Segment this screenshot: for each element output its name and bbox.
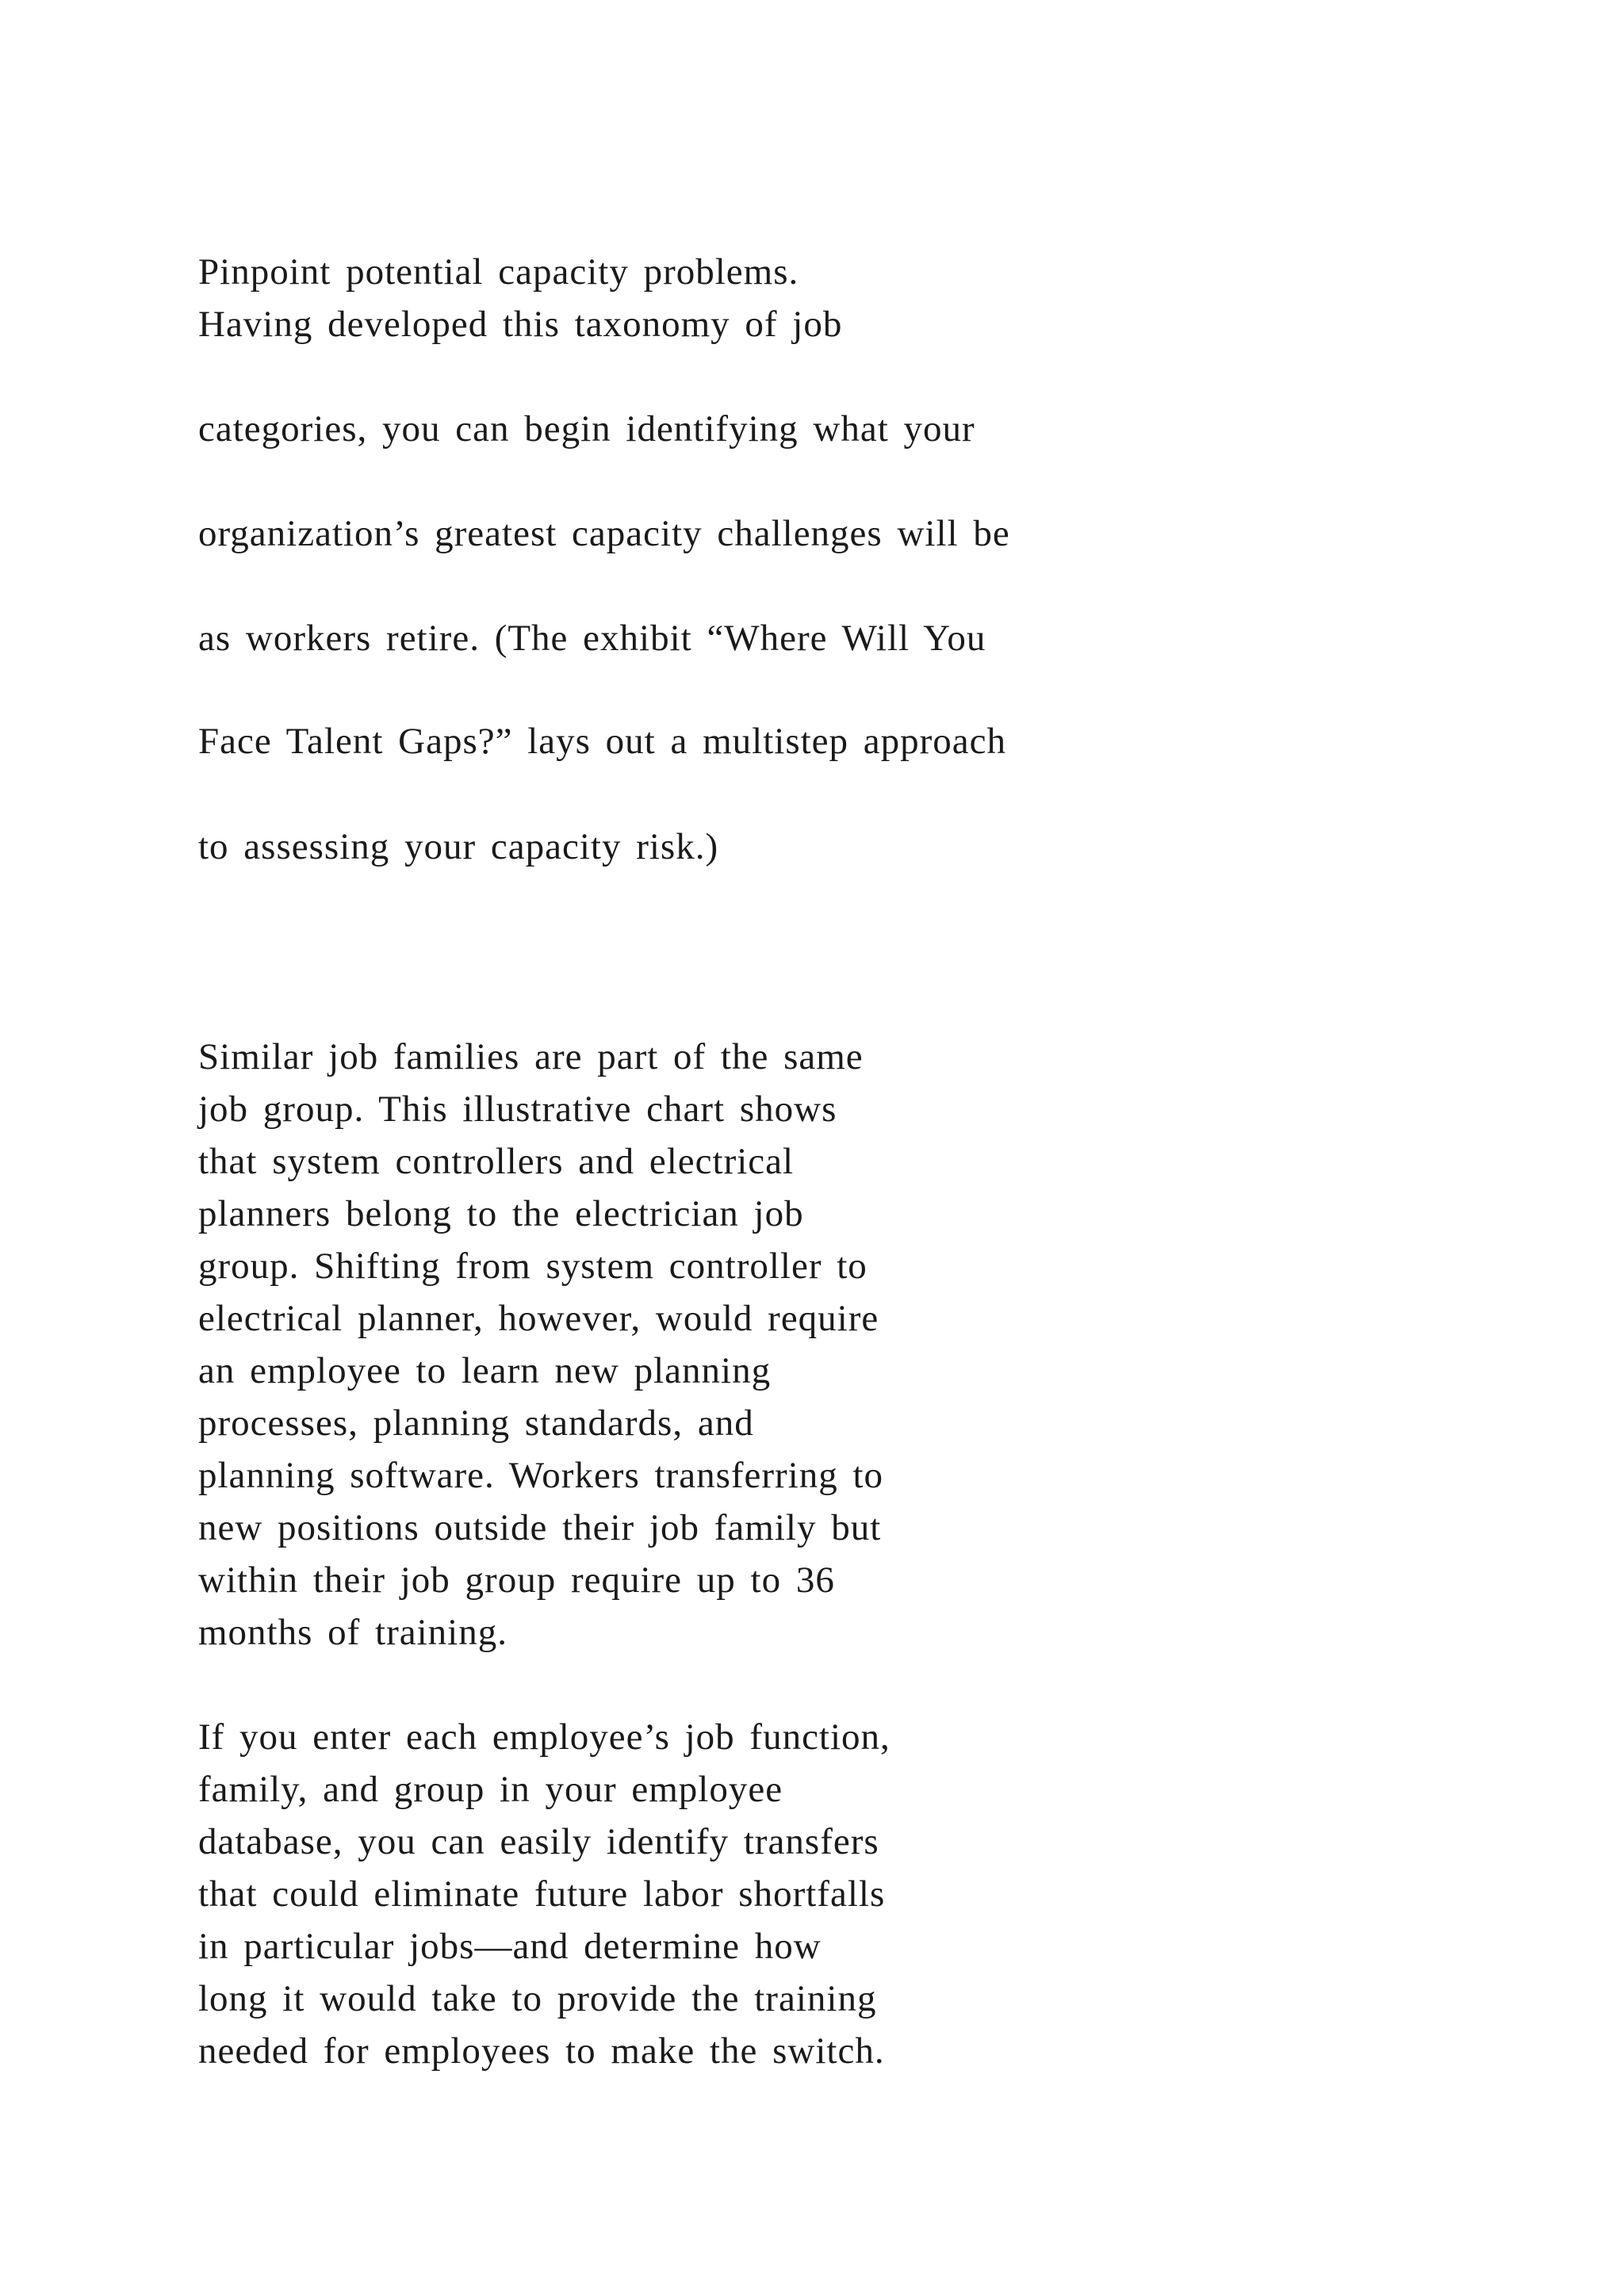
text-line: new positions outside their job family but	[198, 1507, 882, 1548]
text-line: group. Shifting from system controller to	[198, 1246, 868, 1287]
text-line: planning software. Workers transferring to	[198, 1455, 884, 1496]
text-line: an employee to learn new planning	[198, 1350, 772, 1391]
text-line: family, and group in your employee	[198, 1769, 783, 1810]
text-line: If you enter each employee’s job function,	[198, 1716, 891, 1758]
text-line: that could eliminate future labor shortfalls	[198, 1873, 886, 1915]
text-line: months of training.	[198, 1612, 508, 1653]
text-line: database, you can easily identify transfers	[198, 1821, 879, 1862]
text-line: in particular jobs—and determine how	[198, 1926, 822, 1967]
text-line: Similar job families are part of the same	[198, 1036, 864, 1077]
text-line: long it would take to provide the training	[198, 1978, 877, 2019]
text-line: Pinpoint potential capacity problems.	[198, 251, 799, 293]
text-line: processes, planning standards, and	[198, 1402, 754, 1444]
text-line: planners belong to the electrician job	[198, 1193, 804, 1234]
text-line: categories, you can begin identifying what your	[198, 408, 975, 450]
text-line: that system controllers and electrical	[198, 1141, 795, 1182]
text-line: as workers retire. (The exhibit “Where Will You	[198, 618, 986, 659]
text-line: job group. This illustrative chart shows	[198, 1089, 837, 1130]
text-line: Face Talent Gaps?” lays out a multistep approach	[198, 721, 1007, 762]
text-line: needed for employees to make the switch.	[198, 2030, 885, 2072]
text-line: organization’s greatest capacity challenges will be	[198, 513, 1010, 554]
text-line: to assessing your capacity risk.)	[198, 826, 719, 867]
text-line: Having developed this taxonomy of job	[198, 304, 843, 345]
text-line: within their job group require up to 36	[198, 1559, 835, 1601]
text-line: electrical planner, however, would require	[198, 1298, 879, 1339]
